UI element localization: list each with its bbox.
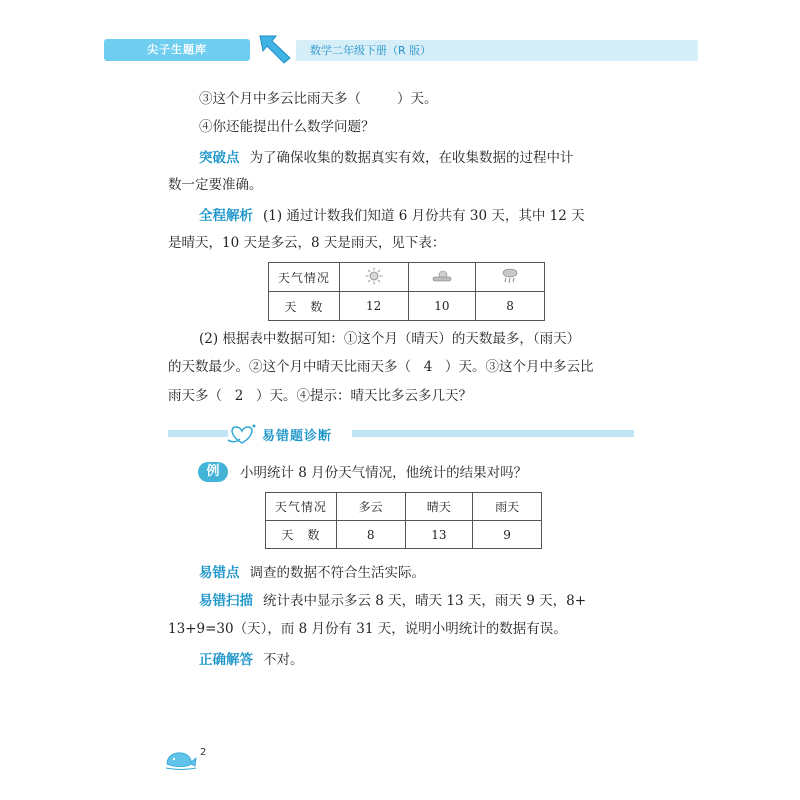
sunny-cell bbox=[339, 263, 408, 292]
page-number: 2 bbox=[200, 747, 207, 758]
correct-answer-label: 正确解答 bbox=[199, 652, 253, 668]
breakthrough-paragraph: 突破点 为了确保收集的数据真实有效，在收集数据的过程中计 bbox=[199, 150, 574, 166]
table-column-header: 多云 bbox=[336, 493, 405, 521]
section-bar-right bbox=[352, 430, 634, 437]
question-4: ④你还能提出什么数学问题？ bbox=[199, 119, 375, 135]
part2-line-2: 的天数最少。②这个月中晴天比雨天多（ 4 ）天。③这个月中多云比 bbox=[168, 359, 594, 375]
answer-value: 2 bbox=[234, 388, 244, 404]
error-point: 易错点 调查的数据不符合生活实际。 bbox=[199, 565, 425, 581]
table-column-header: 晴天 bbox=[405, 493, 473, 521]
answer-value: 4 bbox=[423, 359, 433, 375]
section-bar-left bbox=[168, 430, 228, 437]
table-cell: 9 bbox=[473, 521, 542, 549]
error-scan-label: 易错扫描 bbox=[199, 593, 253, 609]
analysis-line-2: 是晴天，10 天是多云，8 天是雨天，见下表： bbox=[168, 235, 446, 251]
rainy-icon bbox=[501, 267, 519, 285]
weather-table-august bbox=[265, 492, 542, 549]
breakthrough-line-2: 数一定要准确。 bbox=[168, 177, 263, 193]
part2-line-3: 雨天多（ 2 ）天。④提示：晴天比多云多几天？ bbox=[168, 388, 472, 404]
table-row bbox=[266, 493, 542, 521]
analysis-label: 全程解析 bbox=[199, 208, 253, 224]
up-arrow-icon bbox=[254, 32, 294, 64]
brand-label: 尖子生题库 bbox=[104, 39, 250, 61]
error-point-label: 易错点 bbox=[199, 565, 240, 581]
example-question: 小明统计 8 月份天气情况，他统计的结果对吗？ bbox=[240, 465, 528, 481]
table-row bbox=[269, 292, 545, 321]
example-badge: 例 bbox=[198, 462, 228, 482]
analysis-paragraph: 全程解析 (1) 通过计数我们知道 6 月份共有 30 天，其中 12 天 bbox=[199, 208, 585, 224]
cloudy-cell bbox=[408, 263, 476, 292]
cloudy-icon bbox=[431, 269, 453, 283]
book-title: 数学二年级下册（R 版） bbox=[310, 44, 432, 57]
table-header-cell: 天气情况 bbox=[269, 263, 340, 292]
table-row bbox=[269, 263, 545, 292]
heart-doodle-icon bbox=[226, 422, 258, 446]
part2-line-1: (2) 根据表中数据可知：①这个月（晴天）的天数最多，（雨天） bbox=[199, 331, 581, 347]
table-column-header: 雨天 bbox=[473, 493, 542, 521]
table-cell: 13 bbox=[405, 521, 473, 549]
table-row bbox=[266, 521, 542, 549]
table-cell: 8 bbox=[336, 521, 405, 549]
error-scan-line-2: 13+9=30（天），而 8 月份有 31 天，说明小明统计的数据有误。 bbox=[168, 621, 567, 637]
correct-answer: 正确解答 不对。 bbox=[199, 652, 304, 668]
table-cell: 12 bbox=[339, 292, 408, 321]
question-3: ③这个月中多云比雨天多（ ）天。 bbox=[199, 91, 438, 107]
table-header-cell: 天 数 bbox=[269, 292, 340, 321]
table-cell: 10 bbox=[408, 292, 476, 321]
table-header-cell: 天 数 bbox=[266, 521, 337, 549]
error-scan: 易错扫描 统计表中显示多云 8 天，晴天 13 天，雨天 9 天，8+ bbox=[199, 593, 587, 609]
table-header-cell: 天气情况 bbox=[266, 493, 337, 521]
section-title: 易错题诊断 bbox=[262, 429, 333, 444]
breakthrough-label: 突破点 bbox=[199, 150, 240, 166]
sunny-icon bbox=[365, 267, 383, 285]
weather-table-june bbox=[268, 262, 545, 321]
table-cell: 8 bbox=[476, 292, 545, 321]
rainy-cell bbox=[476, 263, 545, 292]
whale-icon bbox=[164, 748, 198, 770]
